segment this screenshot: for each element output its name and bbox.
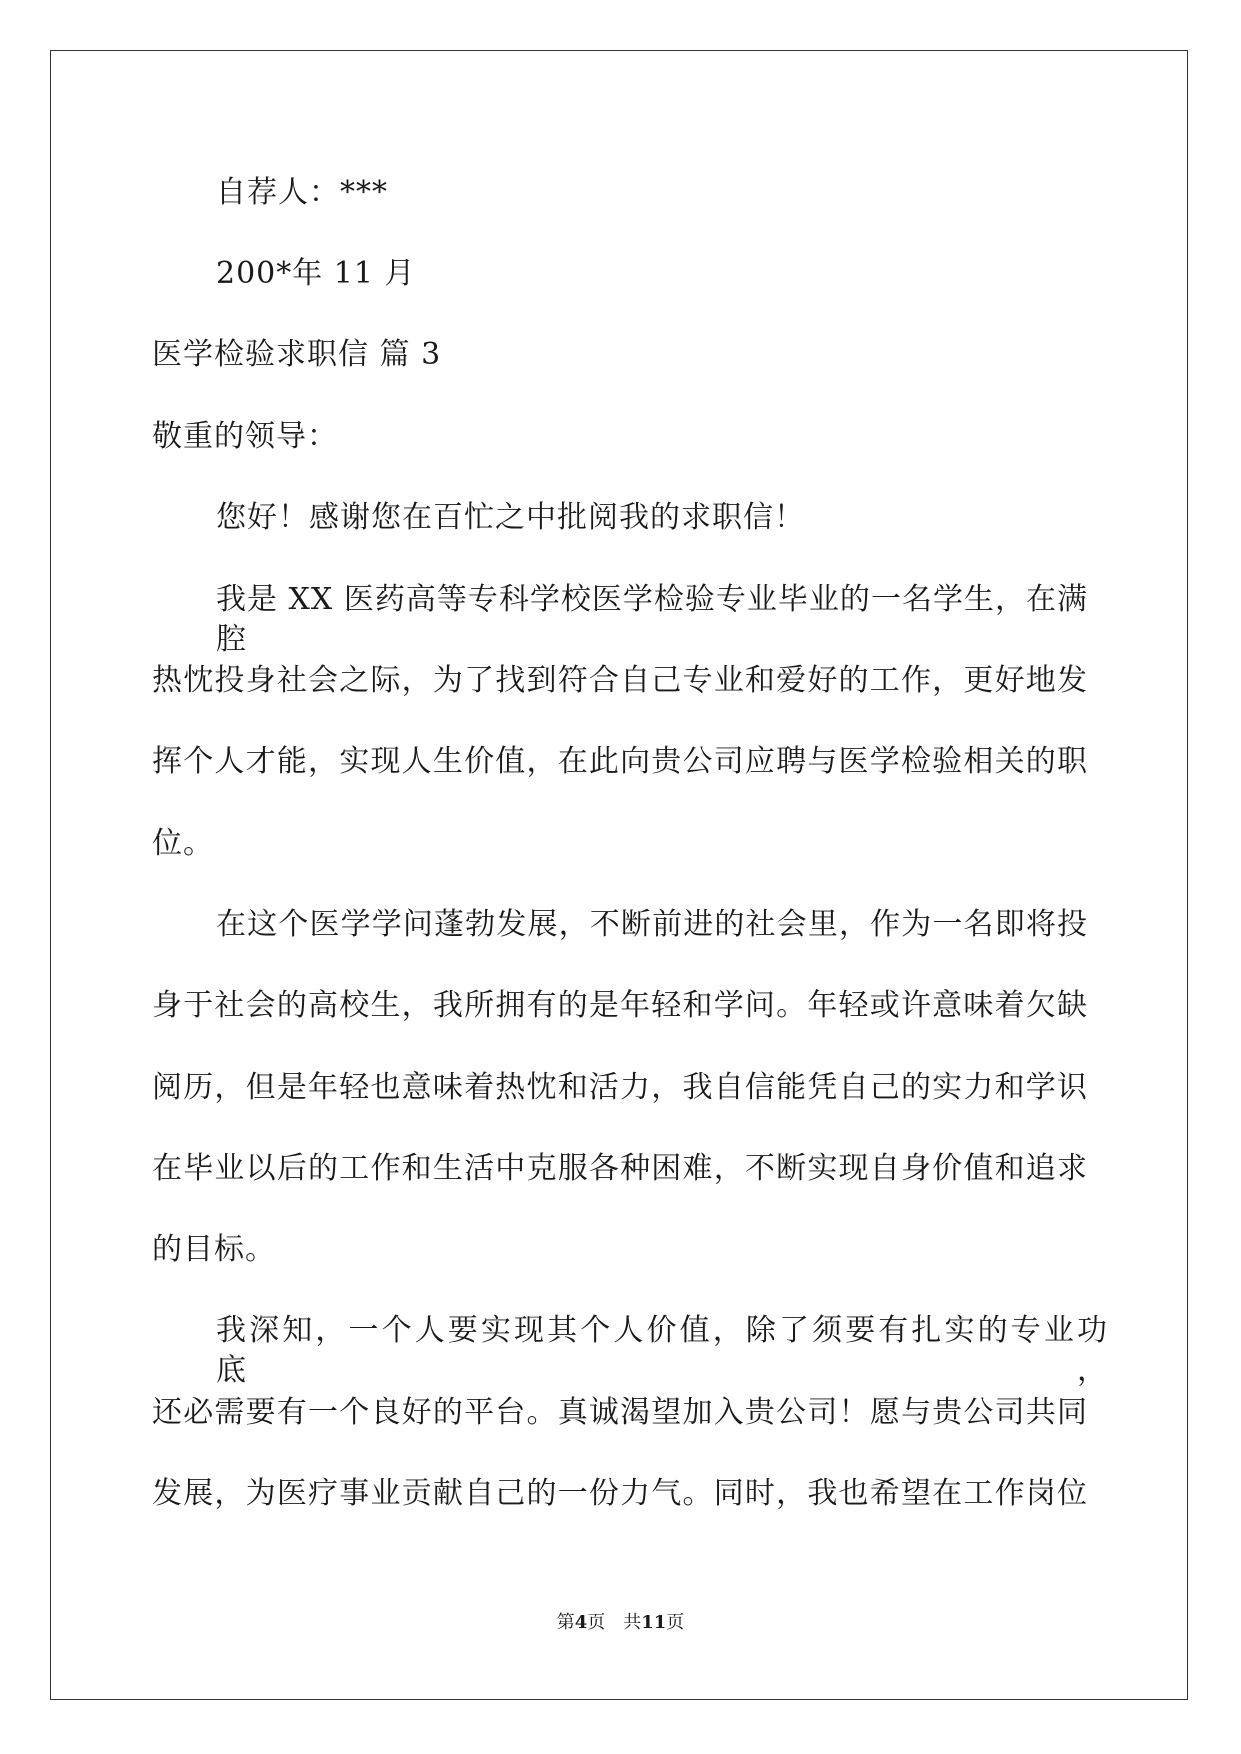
body-line-11: 我深知，一个人要实现其个人价值，除了须要有扎实的专业功底， [216, 1313, 1108, 1388]
body-line-12: 还必需要有一个良好的平台。真诚渴望加入贵公司！愿与贵公司共同 [152, 1395, 1088, 1430]
footer-total-pages: 11 [641, 1612, 667, 1633]
body-line-2: 我是 XX 医药高等专科学校医学检验专业毕业的一名学生，在满腔 [216, 582, 1088, 657]
page-footer [0, 1611, 1241, 1635]
salutation: 敬重的领导： [152, 419, 338, 454]
body-line-10: 的目标。 [152, 1232, 276, 1267]
body-line-4: 挥个人才能，实现人生价值，在此向贵公司应聘与医学检验相关的职 [152, 744, 1088, 779]
body-line-9: 在毕业以后的工作和生活中克服各种困难，不断实现自身价值和追求 [152, 1151, 1088, 1186]
body-line-13: 发展，为医疗事业贡献自己的一份力气。同时，我也希望在工作岗位 [152, 1476, 1088, 1511]
signature-line: 自荐人：*** [216, 175, 388, 210]
footer-current-page: 4 [574, 1612, 588, 1633]
footer-suffix: 页 [666, 1612, 685, 1633]
section-title: 医学检验求职信 篇 3 [152, 337, 442, 372]
body-line-1: 您好！感谢您在百忙之中批阅我的求职信！ [216, 500, 805, 535]
body-line-7: 身于社会的高校生，我所拥有的是年轻和学问。年轻或许意味着欠缺 [152, 988, 1088, 1023]
body-line-5: 位。 [152, 826, 214, 861]
footer-prefix: 第 [556, 1612, 575, 1633]
body-line-8: 阅历，但是年轻也意味着热忱和活力，我自信能凭自己的实力和学识 [152, 1070, 1088, 1105]
page-frame [50, 50, 1188, 1700]
footer-mid: 页 共 [587, 1612, 642, 1633]
date-line: 200*年 11 月 [216, 256, 416, 291]
body-line-6: 在这个医学学问蓬勃发展，不断前进的社会里，作为一名即将投 [216, 907, 1088, 942]
body-line-3: 热忱投身社会之际，为了找到符合自己专业和爱好的工作，更好地发 [152, 663, 1088, 698]
